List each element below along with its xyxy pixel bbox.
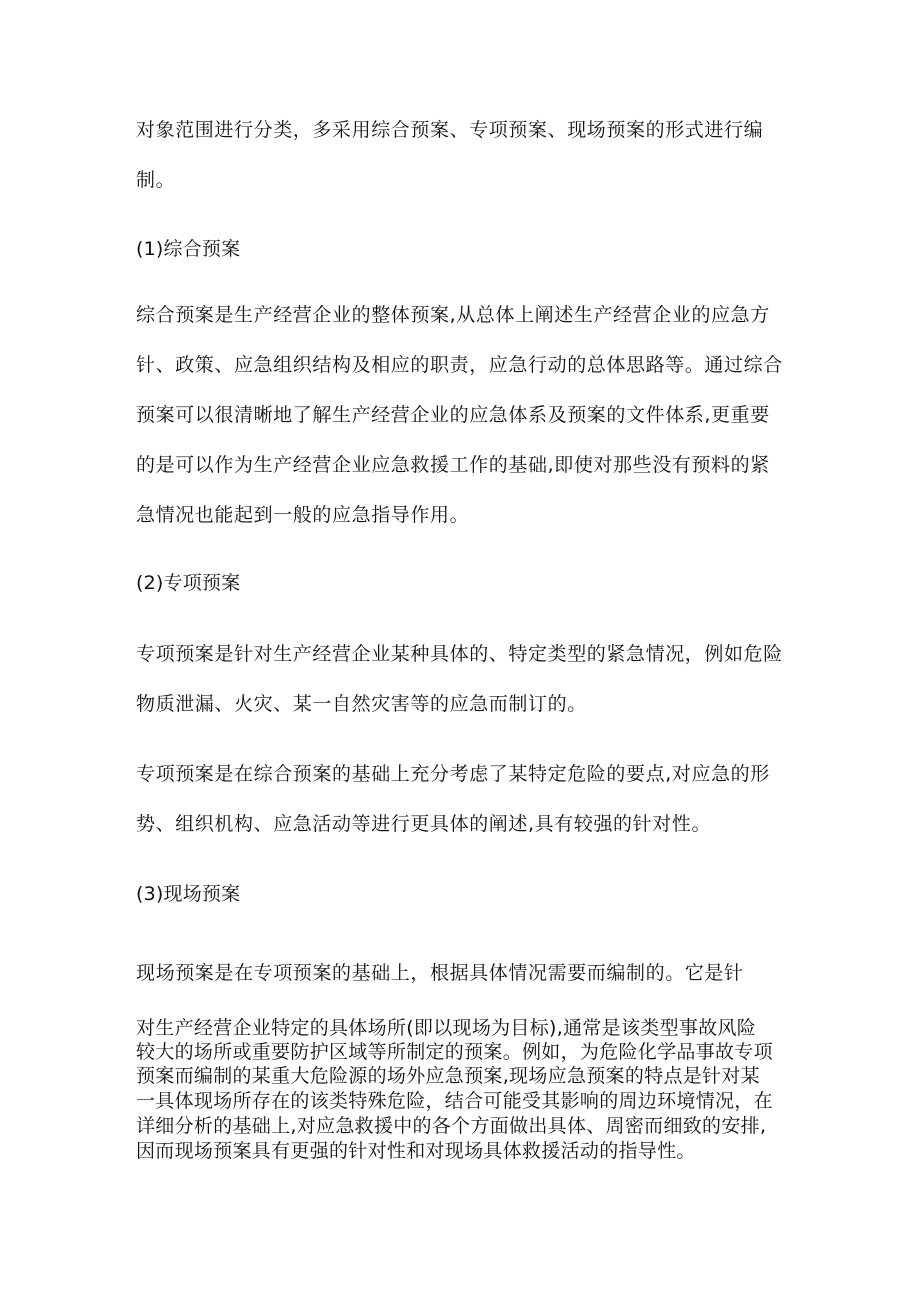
section-1-line: 综合预案是生产经营企业的整体预案,从总体上阐述生产经营企业的应急方 xyxy=(136,304,770,326)
section-2-line: 势、组织机构、应急活动等进行更具体的阐述,具有较强的针对性。 xyxy=(136,813,712,835)
section-2-line: 物质泄漏、火灾、某一自然灾害等的应急而制订的。 xyxy=(136,693,587,715)
section-3-line: 预案而编制的某重大危险源的场外应急预案,现场应急预案的特点是针对某 xyxy=(136,1065,760,1087)
section-3-line: 一具体现场所存在的该类特殊危险，结合可能受其影响的周边环境情况，在 xyxy=(136,1090,773,1112)
section-2-line: 专项预案是在综合预案的基础上充分考虑了某特定危险的要点,对应急的形 xyxy=(136,763,770,785)
section-3-heading: (3)现场预案 xyxy=(136,883,241,905)
section-1-line: 预案可以很清晰地了解生产经营企业的应急体系及预案的文件体系,更重要 xyxy=(136,404,770,426)
section-1-heading: (1)综合预案 xyxy=(136,238,241,260)
intro-line-2: 制。 xyxy=(136,169,176,191)
section-2-line: 专项预案是针对生产经营企业某种具体的、特定类型的紧急情况，例如危险 xyxy=(136,643,783,665)
section-3-line: 详细分析的基础上,对应急救援中的各个方面做出具体、周密而细致的安排, xyxy=(136,1115,767,1137)
section-3-line: 现场预案是在专项预案的基础上，根据具体情况需要而编制的。它是针 xyxy=(136,962,744,984)
section-1-line: 的是可以作为生产经营企业应急救援工作的基础,即使对那些没有预料的紧 xyxy=(136,454,770,476)
section-2-heading: (2)专项预案 xyxy=(136,572,241,594)
intro-line-1: 对象范围进行分类，多采用综合预案、专项预案、现场预案的形式进行编 xyxy=(136,119,764,141)
section-3-line: 对生产经营企业特定的具体场所(即以现场为目标),通常是该类型事故风险 xyxy=(136,1017,757,1039)
section-3-line: 因而现场预案具有更强的针对性和对现场具体救援活动的指导性。 xyxy=(136,1140,696,1162)
section-3-line: 较大的场所或重要防护区域等所制定的预案。例如，为危险化学品事故专项 xyxy=(136,1041,773,1063)
section-1-line: 急情况也能起到一般的应急指导作用。 xyxy=(136,504,470,526)
section-1-line: 针、政策、应急组织结构及相应的职责，应急行动的总体思路等。通过综合 xyxy=(136,354,783,376)
